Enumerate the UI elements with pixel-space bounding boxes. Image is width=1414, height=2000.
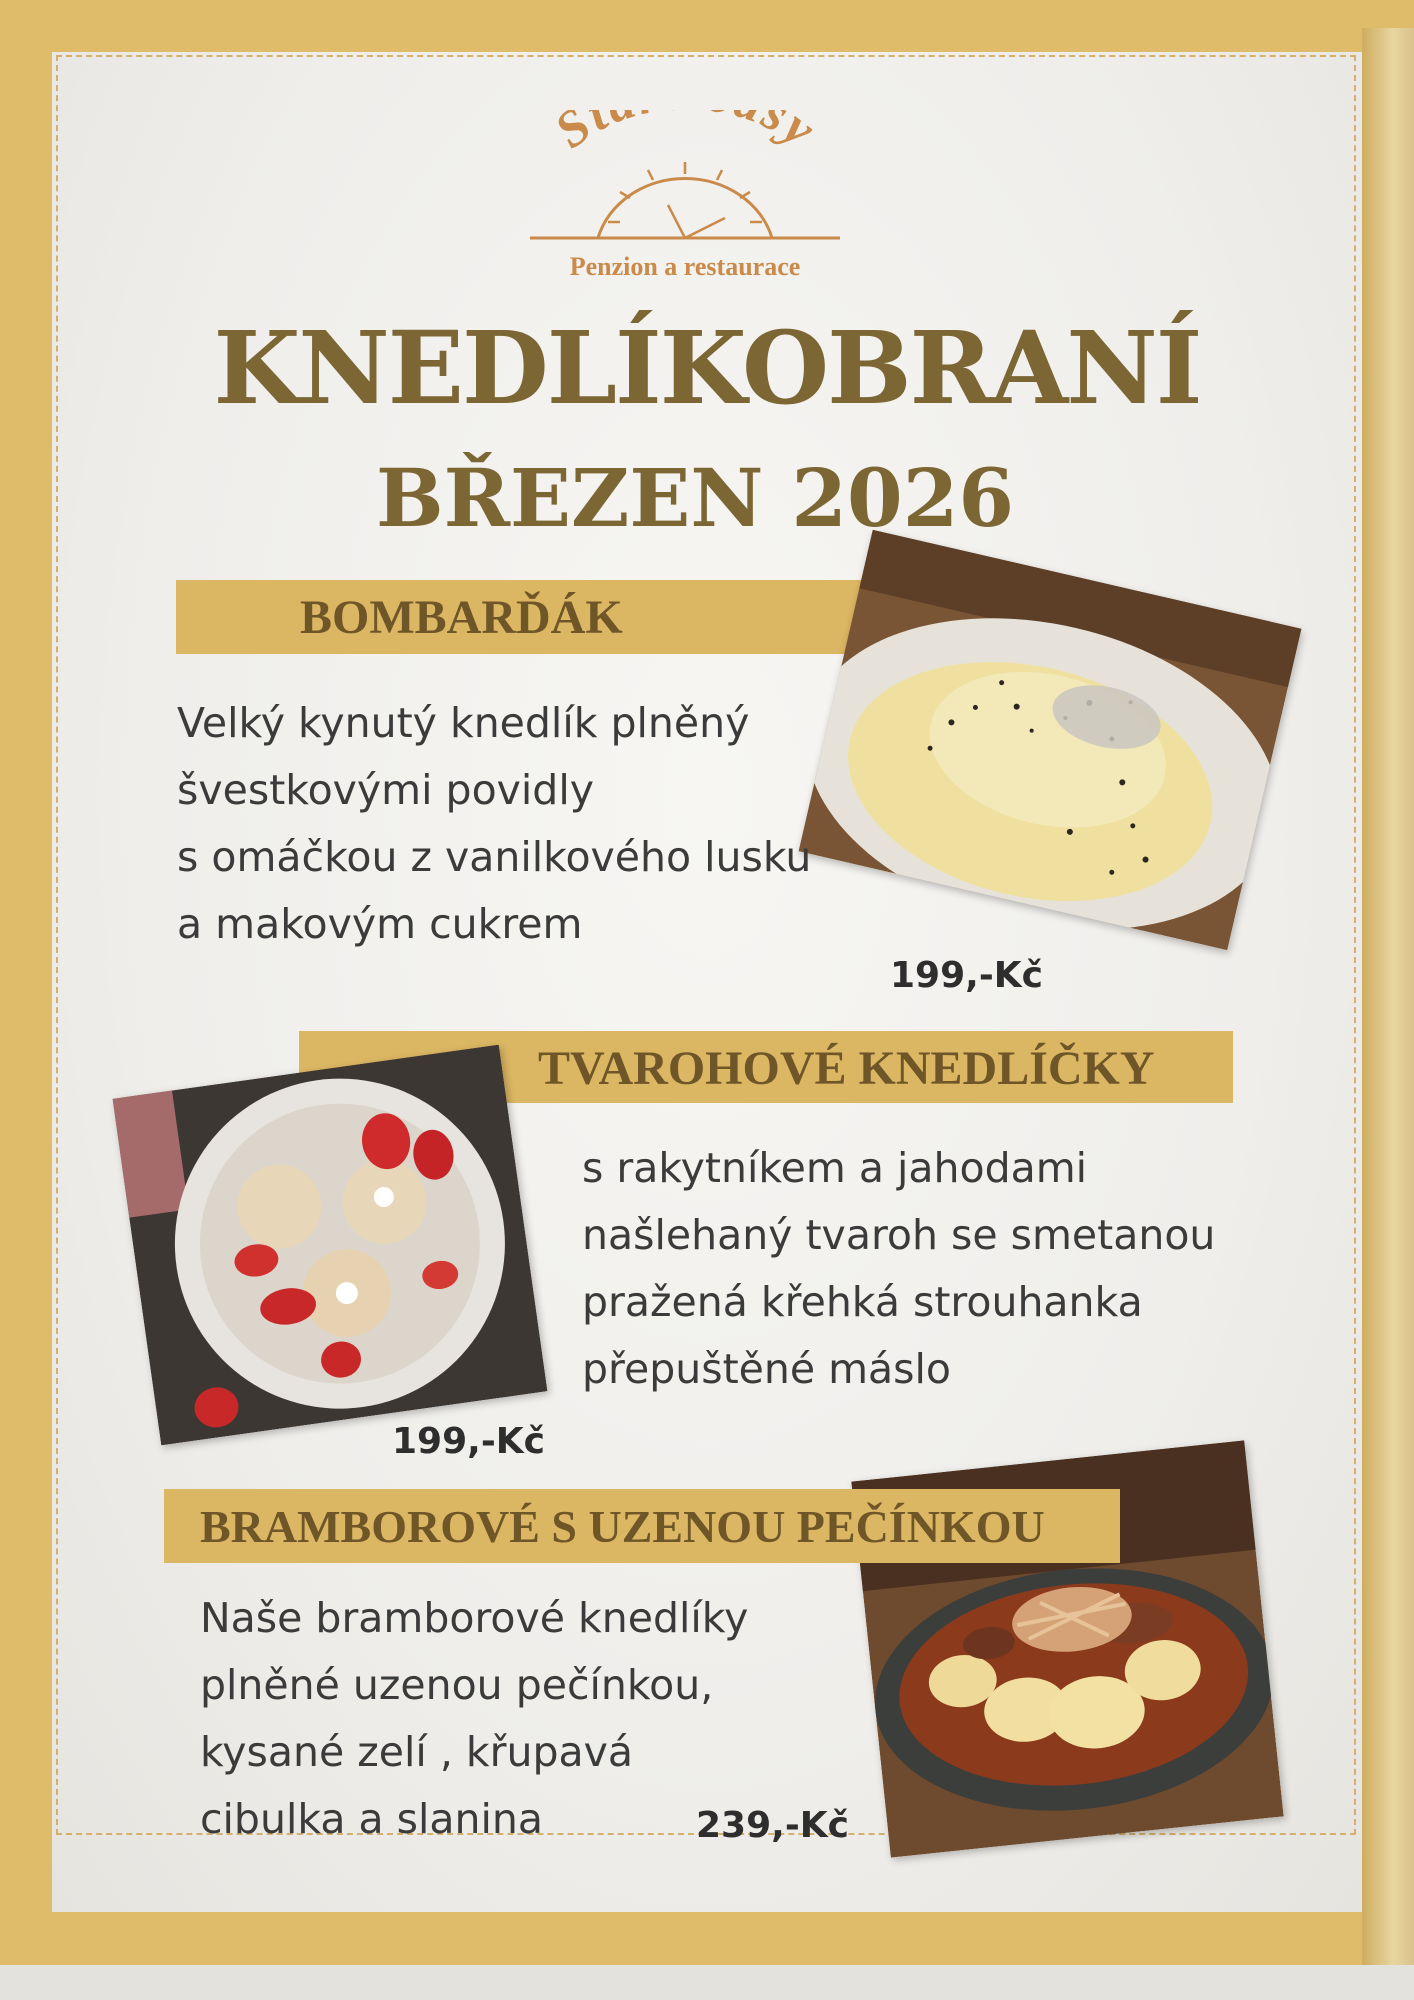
item-2-photo (113, 1045, 548, 1446)
item-2-description (582, 1135, 1215, 1403)
page-title: KNEDLÍKOBRANÍ (213, 309, 1201, 427)
item-2-desc-line: pražená křehká strouhanka (582, 1278, 1143, 1326)
item-3-name: BRAMBOROVÉ S UZENOU PEČÍNKOU (200, 1501, 1045, 1552)
item-2-price: 199,-Kč (392, 1421, 545, 1462)
item-3-desc-line: Naše bramborové knedlíky (200, 1594, 749, 1642)
item-1-description (177, 690, 811, 958)
logo (520, 110, 850, 290)
item-3-description (200, 1585, 748, 1853)
item-1-desc-line: s omáčkou z vanilkového lusku (177, 833, 812, 881)
item-3-desc-line: plněné uzenou pečínkou, (200, 1661, 714, 1709)
svg-text:Staré časy (545, 110, 828, 160)
item-3-desc-line: cibulka a slanina (200, 1795, 544, 1843)
item-2-desc-line: přepuštěné máslo (582, 1345, 952, 1393)
item-1-desc-line: Velký kynutý knedlík plněný (177, 699, 750, 747)
item-2-desc-line: našlehaný tvaroh se smetanou (582, 1211, 1216, 1259)
item-1-desc-line: a makovým cukrem (177, 900, 583, 948)
item-3-price: 239,-Kč (696, 1805, 849, 1846)
logo-tagline: Penzion a restaurace (569, 252, 801, 281)
item-2-name: TVAROHOVÉ KNEDLÍČKY (538, 1042, 1155, 1095)
item-3-desc-line: kysané zelí , křupavá (200, 1728, 634, 1776)
page-subtitle: BŘEZEN 2026 (375, 451, 1015, 545)
logo-name: St sy (544, 110, 828, 160)
item-1-desc-line: švestkovými povidly (177, 766, 594, 814)
item-2-desc-line: s rakytníkem a jahodami (582, 1144, 1088, 1192)
clock-logo-icon (520, 110, 850, 250)
item-1-price: 199,-Kč (890, 955, 1043, 996)
item-1-name: BOMBARĎÁK (300, 591, 623, 644)
bottom-strip (0, 1965, 1414, 2000)
